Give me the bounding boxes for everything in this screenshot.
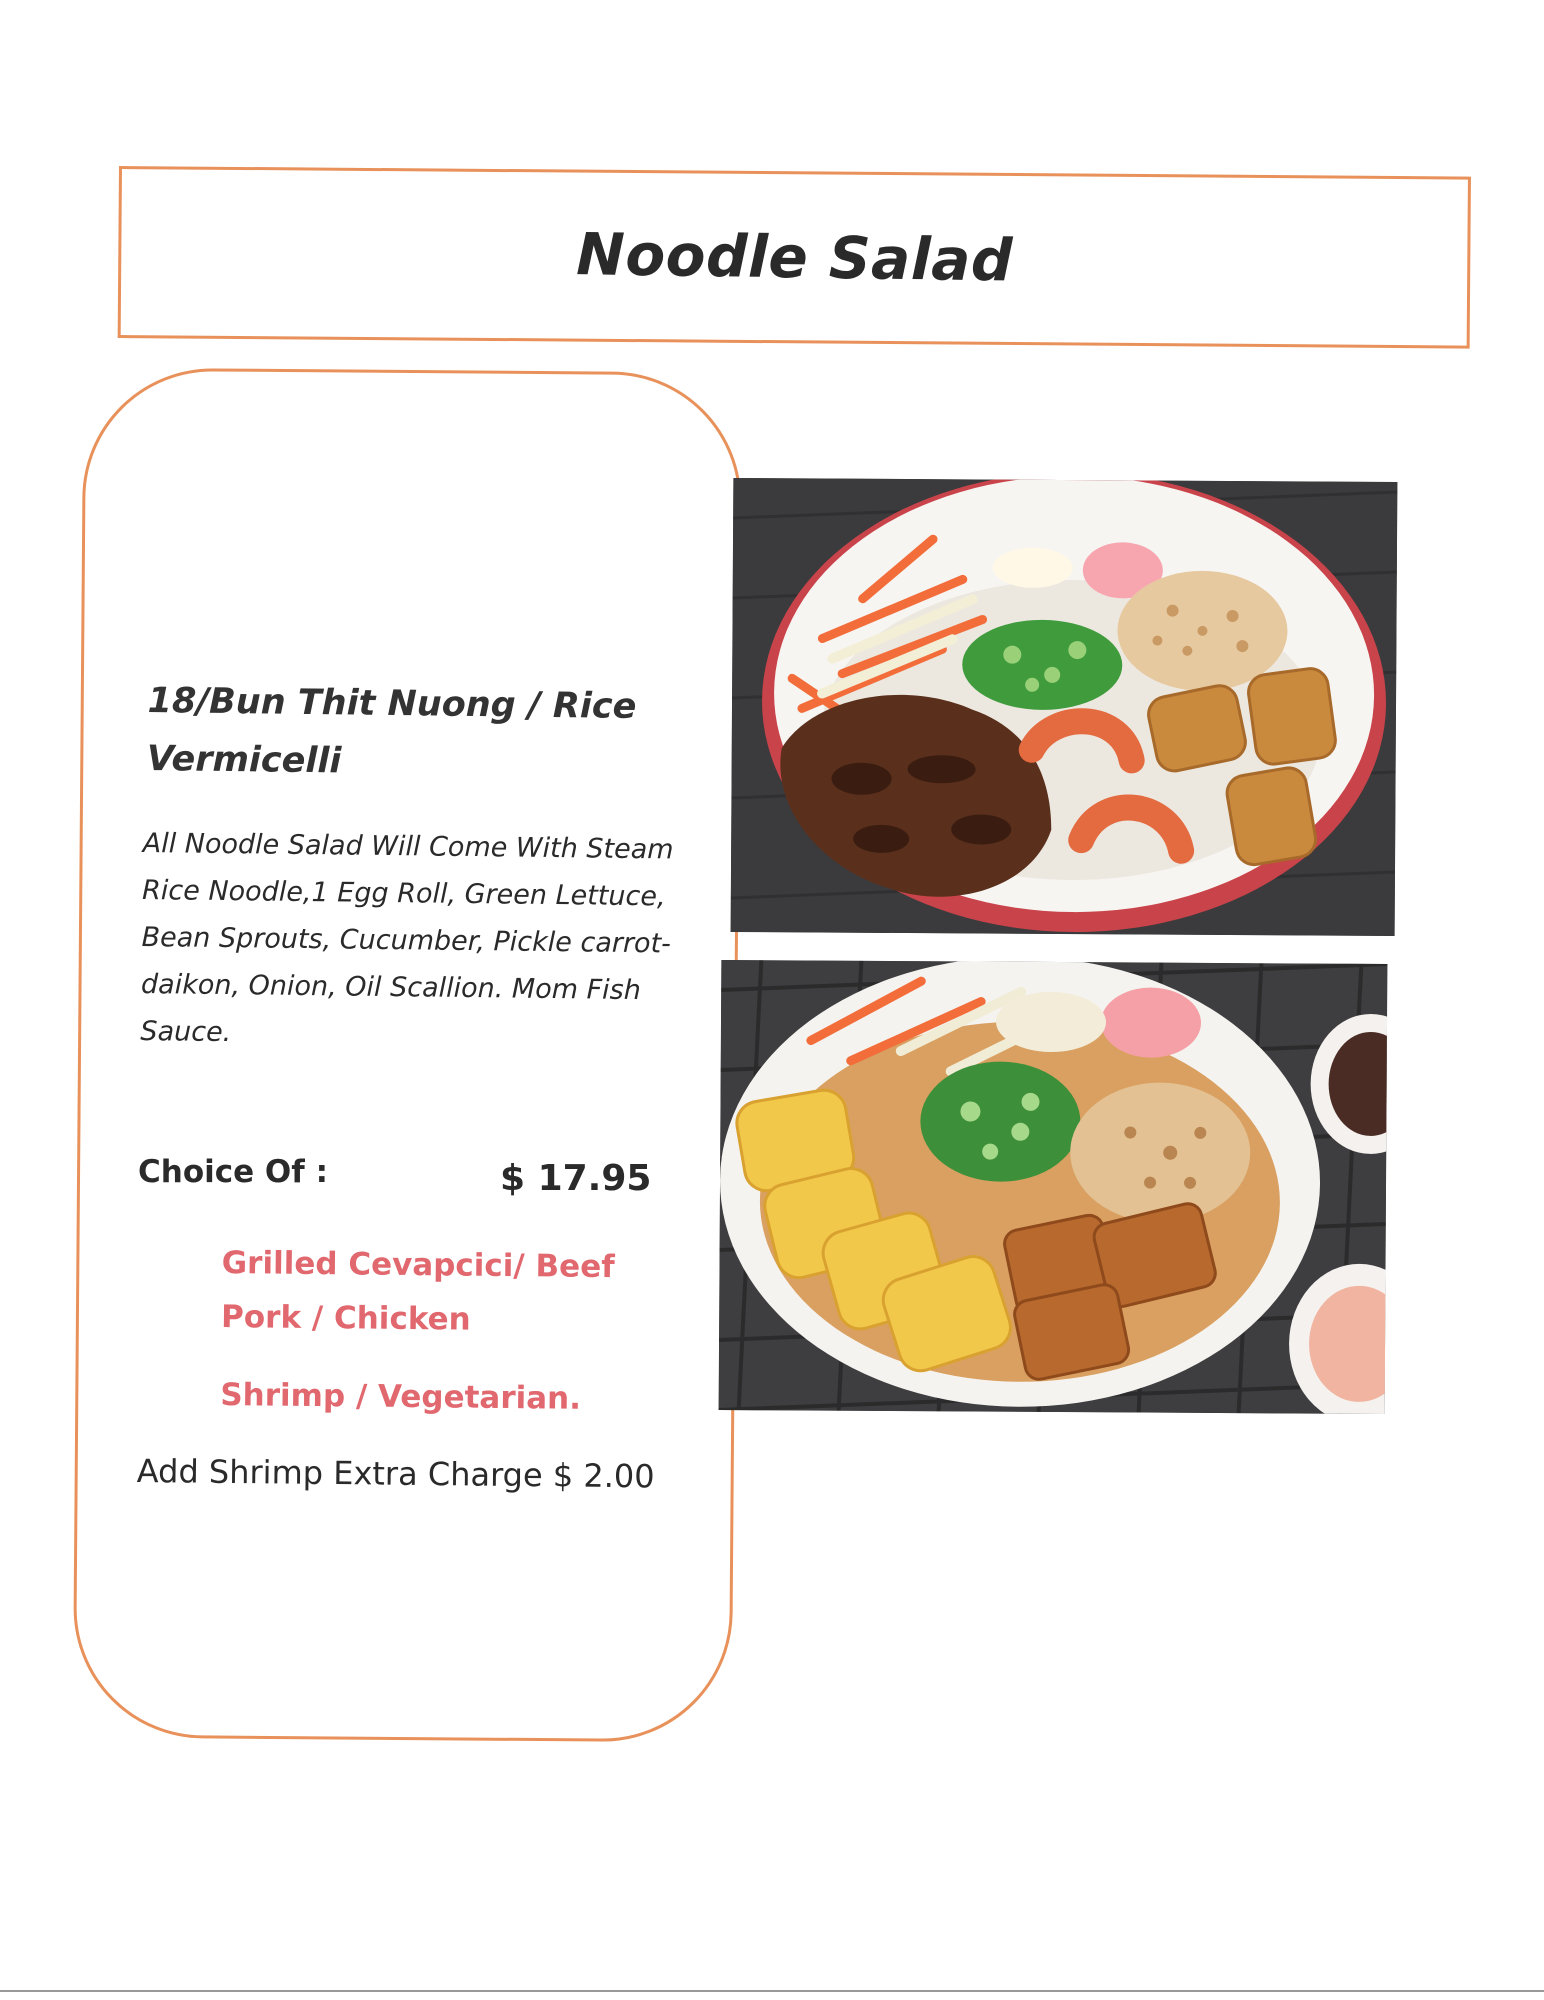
section-title: Noodle Salad <box>575 220 1014 295</box>
page-edge-line <box>0 1990 1544 1992</box>
protein-choices <box>220 1236 662 1427</box>
choice-line-1: Grilled Cevapcici/ Beef <box>221 1244 615 1286</box>
section-title-box <box>118 166 1471 349</box>
item-price: $ 17.95 <box>500 1158 652 1199</box>
addon-shrimp: Add Shrimp Extra Charge $ 2.00 <box>136 1452 655 1496</box>
item-description: All Noodle Salad Will Come With Steam Rice Noodle,1 Egg Roll, Green Lettuce, Bean Sprouts, Cucumber, Pickle carrot- daikon, Onion, Oil Scallion. Mom Fish Sauce. <box>140 827 674 1049</box>
choice-line-2: Pork / Chicken <box>220 1298 471 1338</box>
item-title: 18/Bun Thit Nuong / Rice Vermicelli <box>146 680 637 782</box>
choice-label: Choice Of : <box>138 1154 328 1190</box>
noodle-bowl-grilled-pork-shrimp-photo <box>731 478 1398 936</box>
noodle-bowl-tofu-eggroll-photo <box>719 960 1388 1414</box>
choice-line-3: Shrimp / Vegetarian. <box>220 1376 582 1417</box>
